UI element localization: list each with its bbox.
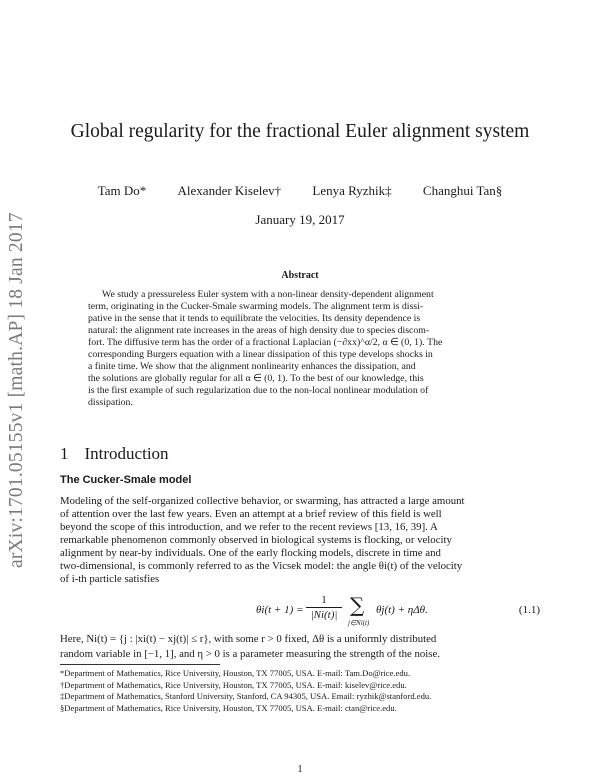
fraction-denominator: |Ni(t)|	[310, 609, 338, 621]
body-paragraph	[60, 495, 540, 586]
footnote: *Department of Mathematics, Rice University, Houston, TX 77005, USA. E-mail: Tam.Do@rice.edu.	[60, 668, 411, 678]
body-line: Modeling of the self-organized collective behavior, or swarming, has attracted a large amount	[60, 495, 465, 507]
footnote: §Department of Mathematics, Rice University, Houston, TX 77005, USA. E-mail: ctan@rice.edu.	[60, 702, 397, 713]
abstract-line: fort. The diffusive term has the order of a fractional Laplacian (−∂xx)^α/2, α ∈ (0, 1). The	[88, 337, 443, 348]
paper-date: January 19, 2017	[255, 212, 345, 227]
abstract-line: corresponding Burgers equation with a linear dissipation of this type develops shocks in	[88, 349, 433, 360]
body-line: alignment by near-by individuals. One of the early flocking models, discrete in time and	[60, 547, 441, 559]
arxiv-identifier: arXiv:1701.05155v1 [math.AP] 18 Jan 2017	[6, 212, 27, 568]
body-line: random variable in [−1, 1], and η > 0 is a parameter measuring the strength of the noise.	[60, 648, 441, 660]
abstract-text	[88, 289, 512, 409]
body-line: of attention over the last few years. Even an attempt at a brief review of this field is well	[60, 508, 442, 520]
abstract-line: natural: the alignment rate increases in the areas of high density due to species discom-	[88, 325, 430, 336]
post-equation-paragraph	[60, 632, 540, 662]
footnote-divider	[60, 664, 220, 665]
footnotes	[60, 668, 540, 714]
abstract-line: a finite time. We show that the alignment nonlinearity enhances the dissipation, and	[88, 361, 416, 372]
abstract-line: term, originating in the Cucker-Smale swarming models. The alignment term is dissi-	[88, 301, 424, 312]
paper-title: Global regularity for the fractional Euler alignment system	[70, 121, 530, 142]
author-name: Lenya Ryzhik‡	[312, 183, 392, 198]
summation-symbol: ∑	[350, 593, 365, 617]
abstract-line: We study a pressureless Euler system with a non-linear density-dependent alignment	[102, 289, 434, 300]
equation-label: (1.1)	[518, 604, 540, 616]
body-line: two-dimensional, is commonly referred to as the Vicsek model: the angle θi(t) of the velocity	[60, 560, 463, 572]
equation-fraction	[306, 594, 342, 621]
footnote: †Department of Mathematics, Rice University, Houston, TX 77005, USA. E-mail: kiselev@rice.edu.	[60, 679, 407, 690]
body-line: remarkable phenomenon commonly observed in biological systems is flocking, or velocity	[60, 534, 452, 546]
author-name: Alexander Kiselev†	[177, 183, 282, 198]
section-heading	[60, 444, 169, 464]
fraction-numerator: 1	[306, 594, 342, 608]
abstract-line: the solutions are globally regular for all α ∈ (0, 1). To the best of our knowledge, this	[88, 373, 424, 384]
page-number: 1	[297, 764, 303, 775]
author-name: Tam Do*	[97, 183, 147, 198]
summation-index: j∈Ni(t)	[348, 619, 370, 627]
body-line: beyond the scope of this introduction, and we refer to the recent reviews [13, 16, 39]. A	[60, 521, 438, 533]
equation-1-1	[60, 592, 540, 628]
equation-rhs: θj(t) + ηΔθ.	[376, 604, 428, 616]
body-line: Here, Ni(t) = {j : |xi(t) − xj(t)| ≤ r}, with some r > 0 fixed, Δθ is a uniformly distributed	[60, 633, 437, 645]
section-title: Introduction	[84, 444, 169, 463]
author-name: Changhui Tan§	[422, 183, 503, 198]
abstract-line: is the first example of such regularization due to the non-local nonlinear modulation of	[88, 385, 429, 396]
subsection-heading: The Cucker-Smale model	[60, 474, 192, 486]
footnote: ‡Department of Mathematics, Stanford University, Stanford, CA 94305, USA. Email: ryzhik@stanford.edu.	[60, 691, 432, 701]
abstract-heading: Abstract	[281, 270, 319, 281]
section-number: 1	[60, 444, 69, 463]
equation-lhs: θi(t + 1) =	[256, 604, 304, 616]
body-line: of i-th particle satisfies	[60, 573, 160, 585]
abstract-line: pative in the sense that it tends to equilibrate the velocities. Its density dependence is	[88, 313, 421, 324]
abstract-line: dissipation.	[88, 397, 133, 408]
author-list	[60, 183, 540, 199]
